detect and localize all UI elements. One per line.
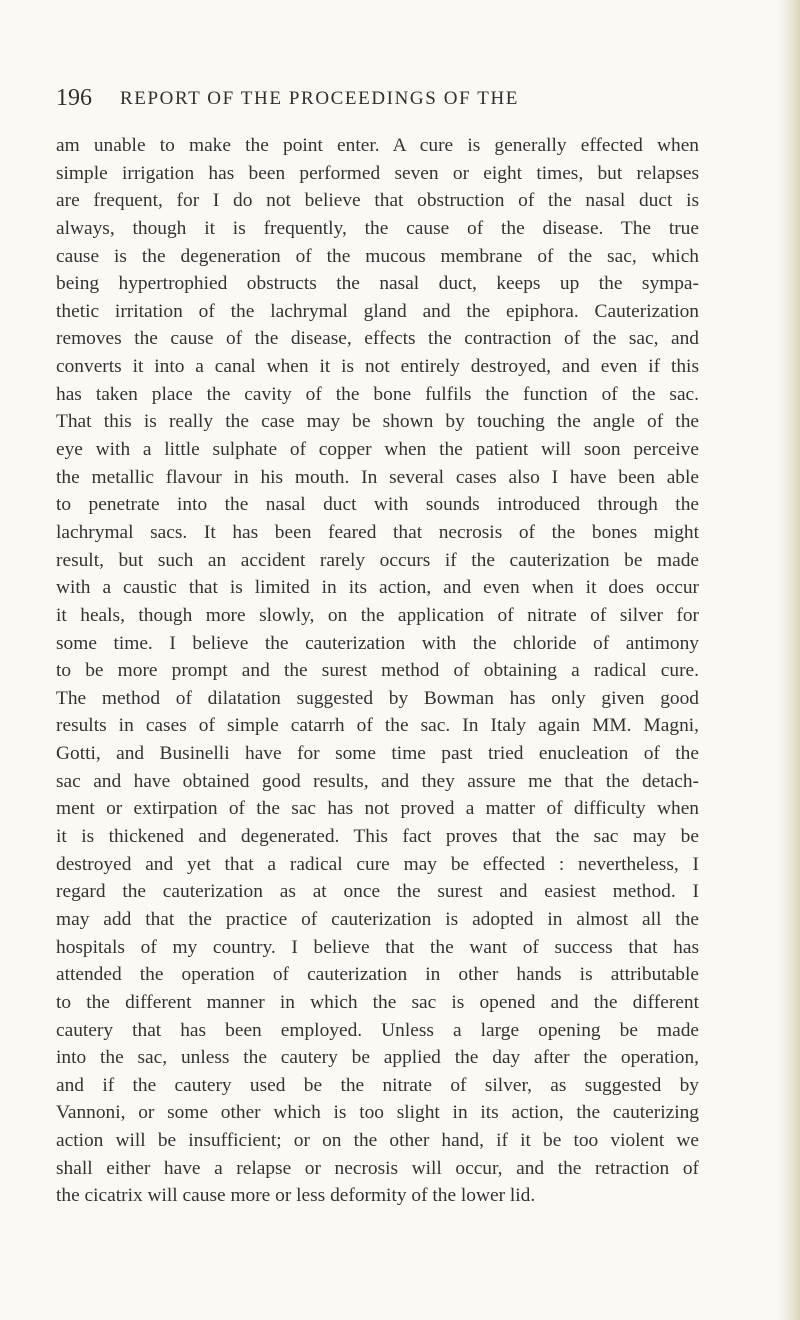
page-header bbox=[56, 83, 696, 113]
text-line: it heals, though more slowly, on the application of nitrate of silver for bbox=[56, 604, 699, 626]
text-line: eye with a little sulphate of copper when the patient will soon perceive bbox=[56, 439, 699, 461]
text-line: removes the cause of the disease, effects the contraction of the sac, and bbox=[56, 328, 699, 350]
text-line: simple irrigation has been performed seven or eight times, but relapses bbox=[56, 162, 699, 184]
text-line: lachrymal sacs. It has been feared that necrosis of the bones might bbox=[56, 521, 699, 543]
text-line: destroyed and yet that a radical cure may be effected : nevertheless, I bbox=[56, 853, 699, 875]
text-line: The method of dilatation suggested by Bowman has only given good bbox=[56, 687, 699, 709]
running-head: REPORT OF THE PROCEEDINGS OF THE bbox=[120, 88, 519, 109]
text-line: ment or extirpation of the sac has not proved a matter of difficulty when bbox=[56, 798, 699, 820]
text-line: and if the cautery used be the nitrate of silver, as suggested by bbox=[56, 1074, 699, 1096]
text-line: am unable to make the point enter. A cure is generally effected when bbox=[56, 135, 699, 156]
text-line: results in cases of simple catarrh of the sac. In Italy again MM. Magni, bbox=[56, 715, 699, 737]
text-line: cautery that has been employed. Unless a large opening be made bbox=[56, 1019, 699, 1041]
text-line: converts it into a canal when it is not entirely destroyed, and even if this bbox=[56, 356, 699, 378]
text-line: into the sac, unless the cautery be applied the day after the operation, bbox=[56, 1047, 699, 1069]
text-line: shall either have a relapse or necrosis will occur, and the retraction of bbox=[56, 1157, 699, 1179]
text-line: hospitals of my country. I believe that the want of success that has bbox=[56, 936, 699, 958]
text-line: result, but such an accident rarely occurs if the cauterization be made bbox=[56, 549, 699, 571]
text-line: to penetrate into the nasal duct with sounds introduced through the bbox=[56, 494, 699, 516]
text-line: regard the cauterization as at once the surest and easiest method. I bbox=[56, 881, 699, 903]
text-line: are frequent, for I do not believe that obstruction of the nasal duct is bbox=[56, 190, 699, 212]
body-paragraph bbox=[56, 132, 699, 1210]
text-line: with a caustic that is limited in its action, and even when it does occur bbox=[56, 577, 699, 599]
text-line: thetic irritation of the lachrymal gland and the epiphora. Cauterization bbox=[56, 300, 699, 322]
text-line: some time. I believe the cauterization with the chloride of antimony bbox=[56, 632, 699, 654]
text-line: may add that the practice of cauterization is adopted in almost all the bbox=[56, 908, 699, 930]
text-line: Vannoni, or some other which is too slight in its action, the cauterizing bbox=[56, 1102, 699, 1124]
page-edge-shadow bbox=[778, 0, 800, 1320]
text-line: sac and have obtained good results, and they assure me that the detach- bbox=[56, 770, 699, 792]
text-line: has taken place the cavity of the bone fulfils the function of the sac. bbox=[56, 383, 699, 405]
text-line: the metallic flavour in his mouth. In several cases also I have been able bbox=[56, 466, 699, 488]
text-line: being hypertrophied obstructs the nasal duct, keeps up the sympa- bbox=[56, 273, 699, 295]
text-line: cause is the degeneration of the mucous membrane of the sac, which bbox=[56, 245, 699, 267]
text-line: to the different manner in which the sac is opened and the different bbox=[56, 991, 699, 1013]
text-line: it is thickened and degenerated. This fact proves that the sac may be bbox=[56, 826, 699, 848]
text-line: attended the operation of cauterization in other hands is attributable bbox=[56, 964, 699, 986]
text-line: to be more prompt and the surest method of obtaining a radical cure. bbox=[56, 660, 699, 682]
page-number: 196 bbox=[56, 85, 92, 111]
text-line: action will be insufficient; or on the other hand, if it be too violent we bbox=[56, 1130, 699, 1152]
text-line: always, though it is frequently, the cause of the disease. The true bbox=[56, 217, 699, 239]
text-line: Gotti, and Businelli have for some time past tried enucleation of the bbox=[56, 743, 699, 765]
text-line: the cicatrix will cause more or less deformity of the lower lid. bbox=[56, 1185, 536, 1207]
text-line: That this is really the case may be shown by touching the angle of the bbox=[56, 411, 699, 433]
